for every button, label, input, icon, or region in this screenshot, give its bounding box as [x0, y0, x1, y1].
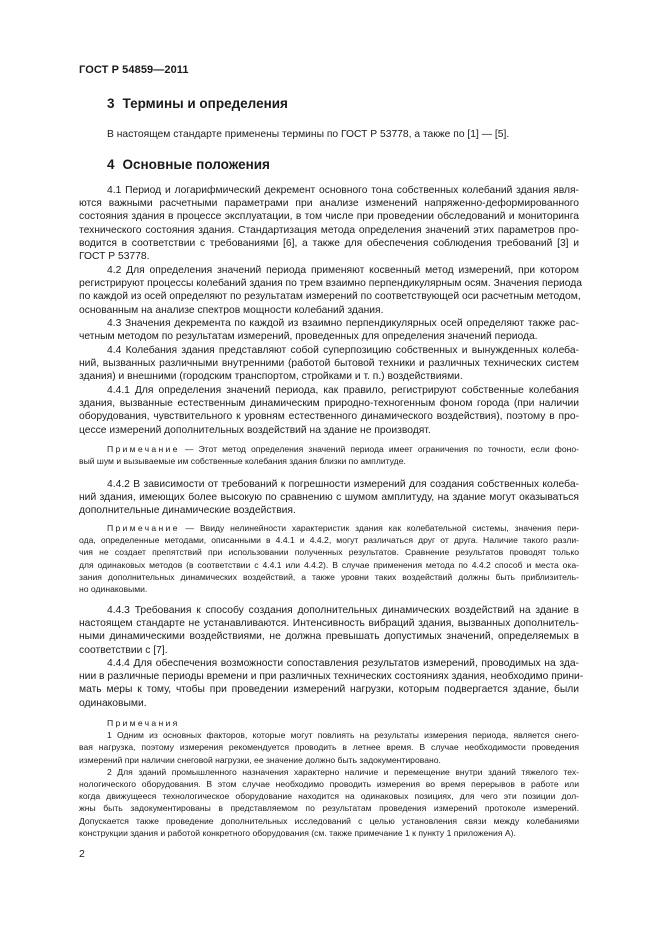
text-line: ний здания, имеющих более высокую по сравнению с шумом амплитуду, на здание могут оказываться	[79, 492, 579, 504]
note-line: вая нагрузка, поэтому измерения рекомендуется проводить в летнее время. В случае необходимости проведения	[79, 742, 579, 753]
section-3-title: Термины и определения	[122, 96, 288, 111]
note-line: 2 Для зданий промышленного назначения характерно наличие и перемещение внутри зданий тяжелого тех-	[107, 766, 579, 777]
text-line: 4.4.1 Для определения значений периода, как правило, регистрируют собственные колебания	[107, 385, 579, 396]
text-line: 4.2 Для определения значений периода применяют косвенный метод измерений, при котором	[107, 265, 579, 276]
note-line: чия не создает препятствий при использовании полученных результатов. Сравнение результатов проводят только	[79, 547, 579, 558]
note-line: но одинаковыми.	[79, 584, 148, 595]
note-line: жны быть задокументированы в представляемом по результатам проведения измерений протоколе измерений.	[79, 803, 579, 814]
text-line: 4.4.4 Для обеспечения возможности сопоставления результатов измерений, проводимых на зда-	[107, 658, 579, 669]
document-header: ГОСТ Р 54859—2011	[79, 64, 189, 76]
text-line: 4.4 Колебания здания представляют собой суперпозицию собственных и вынужденных колеба-	[107, 345, 579, 356]
text-line: здания) и внешними (городским транспортом, стройками и т. п.) воздействиями.	[79, 371, 463, 383]
note-line: измерений при наличии снеговой нагрузки, ее значение должно быть задокументировано.	[79, 754, 441, 765]
section-3-number: 3	[107, 96, 115, 111]
notes-label-line	[79, 717, 579, 729]
note-line	[79, 522, 579, 534]
note-text: — Этот метод определения значений периода имеет ограничения по точности, если фоно-	[179, 444, 579, 454]
text-line: 4.4.3 Требования к способу создания дополнительных динамических воздействий на здание в	[107, 605, 579, 616]
text-line: 4.1 Период и логарифмический декремент основного тона собственных колебаний здания явля-	[107, 185, 579, 196]
text-line: ний, вызванных различными внутренними (работой бытовой техники и различных технических систем	[79, 358, 579, 370]
paragraph-4-4-4	[79, 657, 584, 710]
text-line: дополнительные динамические воздействия.	[79, 505, 296, 517]
note-line: 1 Одним из основных факторов, которые могут повлиять на результаты измерения периода, является снего-	[107, 730, 579, 741]
text-line: соответствии с [7].	[79, 644, 168, 656]
note-text: — Ввиду нелинейности характеристик здания как колебательной системы, значения пери-	[179, 523, 579, 533]
text-line: ными динамическими воздействиями, не должна превышать допустимых значений, определяемых в	[79, 631, 579, 643]
text-line: по каждой из осей определяют по результатам измерений по соответствующей оси расчетным методом,	[79, 291, 581, 303]
text-line: В настоящем стандарте применены термины по ГОСТ Р 53778, а также по [1] — [5].	[107, 129, 510, 140]
paragraph-4-3	[79, 317, 579, 343]
text-line: настоящем стандарте не устанавливаются. Интенсивность вибраций здания, вызванных дополнитель-	[79, 618, 579, 630]
section-3-text	[79, 128, 579, 141]
paragraph-4-4-1	[79, 384, 579, 437]
note-4-4-2	[79, 522, 579, 595]
note-line: Допускается также проведение дополнительных исследований с целью установления связи между колебаниями	[79, 815, 579, 826]
text-line: одинаковыми.	[79, 697, 147, 709]
text-line: 4.3 Значения декремента по каждой из взаимно перпендикулярных осей определяют также рас-	[107, 318, 579, 329]
section-3-heading	[107, 96, 288, 111]
text-line: ГОСТ Р 53778.	[79, 251, 150, 263]
note-line: вый шум и вызываемые им собственные колебания здания близки по амплитуде.	[79, 456, 406, 467]
paragraph-4-4-2	[79, 478, 579, 518]
notes-block	[79, 717, 579, 839]
paragraph-4-2	[79, 264, 582, 317]
text-line: технического состояния здания. Стандартизация метода определения значений этих параметров про-	[79, 224, 579, 236]
note-line: для одинаковых методов (в соответствии с 4.4.1 или 4.4.2). В случае применения метода по 4.4.2 способ и места ока-	[79, 559, 579, 570]
text-line: ются важными расчетными параметрами при анализе изменений напряженно-деформированного	[79, 198, 579, 210]
text-line: мать меры к тому, чтобы при проведении измерений нагрузки, которым подвергается здание, были	[79, 684, 579, 696]
note-label: Примечание	[107, 444, 180, 454]
page-number: 2	[79, 848, 85, 860]
note-label: Примечание	[107, 523, 180, 533]
note-line: зания дополнительных динамических воздействий, а также уровни таких воздействий должны быть приблизитель-	[79, 571, 579, 582]
text-line: водится в соответствии с требованиями [6], а также для обеспечения соблюдения требований [3] и	[79, 237, 579, 249]
text-line: состояния здания в процессе эксплуатации, в том числе при проведении обследований и мониторинга	[79, 211, 579, 223]
paragraph-4-4-3	[79, 604, 579, 657]
note-line: нологического оборудования. В этом случае необходимо проводить измерения во время перерывов в работе или	[79, 779, 579, 790]
text-line: цессе измерений дополнительных воздействий на здание не производят.	[79, 424, 431, 436]
paragraph-4-1	[79, 184, 579, 263]
section-4-title: Основные положения	[122, 157, 270, 172]
text-line: четным методом по результатам измерений, проведенных для определения значений периода.	[79, 331, 538, 343]
text-line: 4.4.2 В зависимости от требований к погрешности измерений для создания собственных колеба-	[107, 479, 579, 490]
text-line: оборудования, чувствительного к уровням естественного динамического воздействия), поэтому в про-	[79, 411, 579, 423]
note-line	[79, 443, 579, 455]
note-line: когда движущееся технологическое оборудование находится на одинаковых позициях, для чего эти позиции дол-	[79, 791, 579, 802]
note-line: конструкции здания и работой конкретного оборудования (см. также примечание 1 к пункту 1 приложения А).	[79, 827, 516, 838]
text-line: основанным на анализе спектров мощности колебаний здания.	[79, 304, 384, 316]
notes-label: Примечания	[107, 718, 180, 728]
section-4-heading	[107, 157, 270, 172]
note-line: ода, определенные методами, описанными в 4.4.1 и 4.4.2, могут различаться друг от друга. Наличие такого разли-	[79, 535, 579, 546]
paragraph-4-4	[79, 344, 579, 384]
text-line: регистрируют процессы колебаний здания по трем взаимно перпендикулярным осям. Значения периода	[79, 278, 582, 290]
text-line: здания, вызванные естественным динамическим природно-техногенным фоном города (при наличии	[79, 398, 579, 410]
section-4-number: 4	[107, 157, 115, 172]
text-line: нии в различные периоды времени и при различных технических состояниях здания, необходимо прини-	[79, 671, 584, 683]
note-4-4-1	[79, 443, 579, 467]
